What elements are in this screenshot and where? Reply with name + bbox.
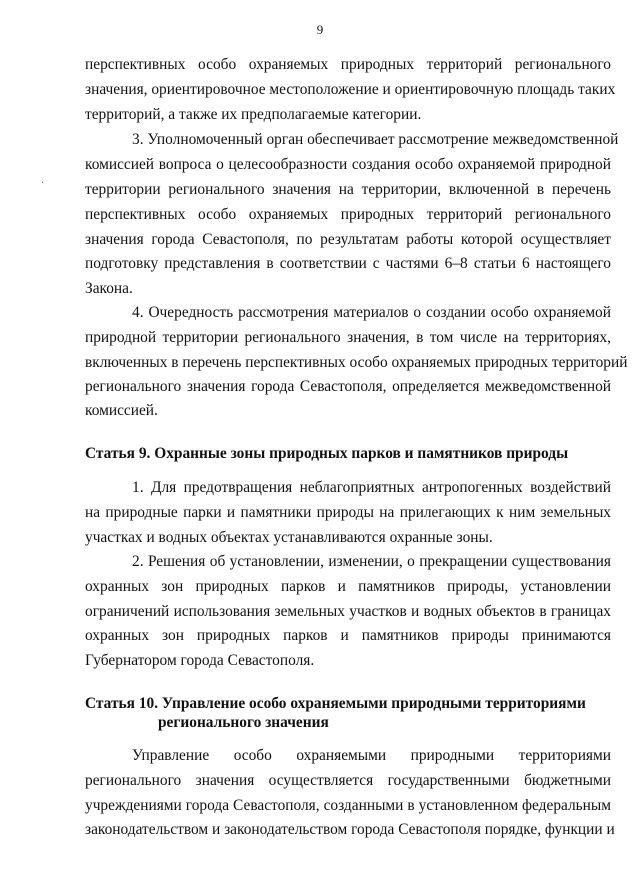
paragraph-start: 3. Уполномоченный орган обеспечивает рассмотрение межведомственной bbox=[132, 131, 619, 148]
text-line: перспективных особо охраняемых природных территорий регионального bbox=[85, 206, 611, 223]
text-line: подготовку представления в соответствии с частями 6–8 статьи 6 настоящего bbox=[85, 255, 611, 272]
paragraph-start: 2. Решения об установлении, изменении, о прекращении существования bbox=[132, 553, 611, 570]
text-line: природной территории регионального значения, в том числе на территориях, bbox=[85, 329, 611, 346]
text-line: включенных в перечень перспективных особо охраняемых природных территорий bbox=[85, 354, 628, 371]
text-line: комиссией вопроса о целесообразности создания особо охраняемой природной bbox=[85, 156, 611, 173]
text-line: охранных зон природных парков и памятников природы, установлении bbox=[85, 578, 611, 595]
text-line: значения, ориентировочное местоположение и ориентировочную площадь таких bbox=[85, 81, 616, 98]
text-line: законодательством и законодательством города Севастополя порядке, функции и bbox=[85, 821, 615, 838]
text-line: территории регионального значения на территории, включенной в перечень bbox=[85, 181, 611, 198]
paragraph-start: 1. Для предотвращения неблагоприятных антропогенных воздействий bbox=[132, 479, 611, 496]
article-heading-continued: регионального значения bbox=[158, 714, 329, 731]
text-line: учреждениями города Севастополя, созданными в установленном федеральным bbox=[85, 797, 611, 814]
text-line: ограничений использования земельных участков и водных объектов в границах bbox=[85, 603, 611, 620]
text-line: охранных зон природных парков и памятников природы принимаются bbox=[85, 627, 611, 644]
article-heading: Статья 10. Управление особо охраняемыми природными территориями bbox=[85, 695, 586, 712]
text-line: Губернатором города Севастополя. bbox=[85, 652, 315, 669]
text-line: регионального значения осуществляется государственными бюджетными bbox=[85, 772, 611, 789]
page-number: 9 bbox=[316, 22, 324, 37]
text-line: комиссией. bbox=[85, 402, 158, 419]
paragraph-start: 4. Очередность рассмотрения материалов о создании особо охраняемой bbox=[132, 304, 611, 321]
article-heading: Статья 9. Охранные зоны природных парков и памятников природы bbox=[85, 445, 569, 462]
text-line: значения города Севастополя, по результатам работы которой осуществляет bbox=[85, 231, 611, 248]
text-line: Закона. bbox=[85, 280, 133, 297]
text-line: территорий, а также их предполагаемые категории. bbox=[85, 106, 422, 123]
scan-mark: · bbox=[41, 178, 45, 189]
text-line: регионального значения города Севастополя, определяется межведомственной bbox=[85, 378, 611, 395]
paragraph-start: Управление особо охраняемыми природными территориями bbox=[132, 747, 611, 764]
text-line: участках и водных объектах устанавливаются охранные зоны. bbox=[85, 529, 493, 546]
text-line: на природные парки и памятники природы на прилегающих к ним земельных bbox=[85, 504, 611, 521]
text-line: перспективных особо охраняемых природных территорий регионального bbox=[85, 56, 611, 73]
